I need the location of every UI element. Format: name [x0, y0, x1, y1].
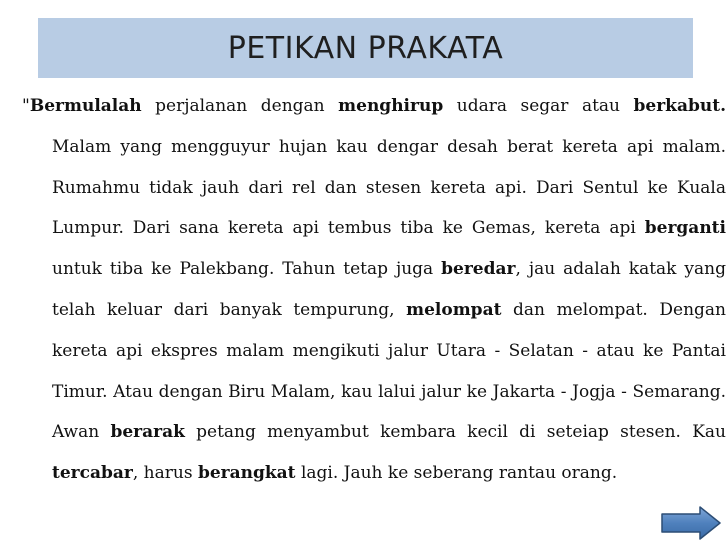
bold-word: berangkat — [197, 463, 296, 484]
text-run: petang menyambut kembara kecil di seteiap stesen. Kau — [184, 422, 726, 443]
text-run: , jau adalah katak yang telah keluar dari banyak tempurung, — [52, 259, 727, 320]
next-slide-arrow-icon[interactable] — [660, 505, 722, 541]
text-run: untuk tiba ke Palekbang. Tahun tetap juga — [52, 259, 442, 280]
text-run: Malam yang mengguyur hujan kau dengar desah berat kereta api malam. Rumahmu tidak jauh dari rel dan stesen kereta api. Dari Sentul ke Kuala Lumpur. Dari sana kereta api tembus tiba ke Gemas, kereta api — [52, 136, 726, 239]
bold-word: tercabar — [52, 463, 133, 484]
bold-word: melompat — [406, 299, 502, 320]
bold-word: Bermulalah — [29, 96, 142, 116]
body-paragraph — [22, 86, 726, 494]
text-run: , harus — [132, 463, 198, 484]
bold-word: berganti — [644, 218, 726, 239]
bold-word: berkabut. — [633, 96, 726, 116]
title-bar — [38, 18, 693, 78]
text-run: udara segar atau — [443, 96, 634, 116]
bold-word: menghirup — [338, 96, 444, 116]
bold-word: berarak — [110, 422, 185, 443]
text-run: lagi. Jauh ke seberang rantau orang. — [295, 463, 618, 484]
text-run: " — [22, 96, 30, 116]
slide-title: PETIKAN PRAKATA — [227, 30, 504, 66]
text-run: dan melompat. Dengan kereta api ekspres malam mengikuti jalur Utara - Selatan - atau ke Pantai Timur. Atau dengan Biru Malam, kau lalui jalur ke Jakarta - Jogja - Semarang. Awan — [52, 299, 726, 443]
bold-word: beredar — [441, 259, 516, 280]
text-run: perjalanan dengan — [141, 96, 339, 116]
